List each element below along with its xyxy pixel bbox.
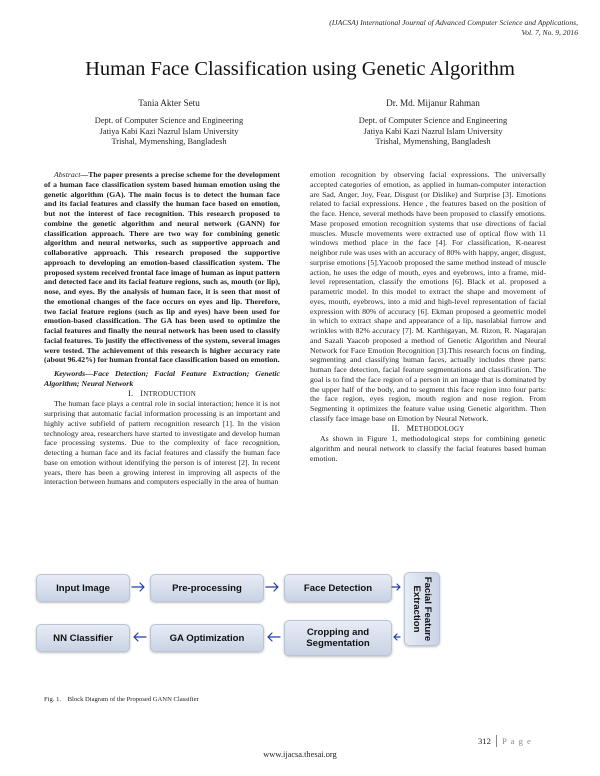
author-dept: Dept. of Computer Science and Engineering [94,115,244,125]
figure-caption: Fig. 1. Block Diagram of the Proposed GANN Classifier [44,696,199,703]
author-university: Jatiya Kabi Kazi Nazrul Islam University [363,126,503,136]
section-title-initial: M [406,423,415,433]
nn-classifier-box: NN Classifier [36,624,130,652]
journal-header [248,18,578,38]
author-university: Jatiya Kabi Kazi Nazrul Islam University [99,126,239,136]
left-column [44,170,280,487]
author-dept: Dept. of Computer Science and Engineering [358,115,508,125]
journal-name: (IJACSA) International Journal of Advanced Computer Science and Applications, [329,18,578,27]
section-number: I. [128,388,134,398]
section-heading-introduction [44,389,280,400]
abstract-text: The paper presents a precise scheme for the development of a human face classification system based human emotion using the genetic algorithm (GA). The main focus is to detect the human face and its facial features and classify the human face based on emotion, but not the interest of face recognition. This research proposed to combine the genetic algorithm and neural network (GANN) for classification approach. There are two way for combining genetic algorithm and neural networks, such as supportive approach and collaborative approach. This research proposed the supportive approach to developing an emotion-based classification system. The proposed system received frontal face image of human as input pattern and detected face and its facial feature regions, such as, mouth (or lip), nose, and eyes. By the analysis of human face, it is seen that most of the emotional changes of the face occurs on eyes and lip. Therefore, two facial feature regions (such as lip and eyes) have been used for emotion-based classification. The GA has been used to optimize the facial features and finally the neural network has been used to classify facial features. To justify the effectiveness of the system, several images were tested. The achievement of this research is higher accuracy rate (about 96.42%) for human frontal face classification based on emotion. [44,170,280,365]
cropping-segmentation-box: Cropping and Segmentation [284,620,392,656]
arrow-left [134,633,146,641]
abstract: Abstract—The paper presents a precise scheme for the development of a human face classification system based human emotion using the genetic algorithm (GA). The main focus is to detect the human face and its facial features and classify the human face based on emotion, but not the interest of face recognition. This research proposed to combine the genetic algorithm and neural network (GANN) for classification approach. There are two way for combining genetic algorithm and neural networks, such as supportive approach and collaborative approach. This research proposed the supportive approach to developing an emotion-based classification system. The proposed system received frontal face image of human as input pattern and detected face and its facial feature regions, such as, mouth (or lip), nose, and eyes. By the analysis of human face, it is seen that most of the emotional changes of the face occurs on eyes and lip. Therefore, two facial feature regions (such as lip and eyes) have been used for emotion-based classification. The GA has been used to optimize the facial features and finally the neural network has been used to classify facial features. To justify the effectiveness of the system, several images were tested. The achievement of this research is higher accuracy rate (about 96.42%) for human frontal face classification based on emotion. [44,170,280,365]
arrow-left [268,633,280,641]
section-title-rest: ETHODOLOGY [414,424,465,433]
keywords-label: Keywords [54,369,86,378]
abstract-label: Abstract [54,170,81,179]
arrow-right [392,584,400,590]
author-location: Trishal, Mymenshing, Bangladesh [111,137,227,147]
page-number: 312 [478,736,491,746]
section-heading-methodology [310,424,546,435]
right-column [310,170,546,464]
section-title-initial: I [140,388,144,398]
author-name: Tania Akter Setu [138,98,200,108]
diagram-arrows [36,572,474,688]
face-detection-box: Face Detection [284,574,392,602]
arrow-right [266,583,278,591]
author-block-1 [54,98,284,148]
page-divider [496,735,497,747]
journal-volume: Vol. 7, No. 9, 2016 [521,28,578,37]
keywords: Keywords—Face Detection; Facial Feature Extraction; Genetic Algorithm; Neural Network [44,369,280,388]
author-name: Dr. Md. Mijanur Rahman [386,98,480,108]
arrow-right [132,583,144,591]
journal-url: www.ijacsa.thesai.org [263,750,337,759]
section-title-rest: NTRODUCTION [143,389,196,398]
methodology-paragraph: As shown in Figure 1, methodological steps for combining genetic algorithm and neural network to classify the facial features based human emotion. [310,434,546,463]
page-label: P a g e [502,736,532,746]
keywords-text: Face Detection; Facial Feature Extraction; Genetic Algorithm; Neural Network [44,369,280,388]
section-number: II. [391,423,400,433]
input-image-box: Input Image [36,574,130,602]
author-block-2 [318,98,548,148]
arrow-left [394,634,400,640]
block-diagram [36,572,474,688]
preprocessing-box: Pre-processing [150,574,264,602]
ga-optimization-box: GA Optimization [150,624,264,652]
paper-title: Human Face Classification using Genetic Algorithm [85,58,515,80]
author-location: Trishal, Mymenshing, Bangladesh [375,137,491,147]
right-paragraph: emotion recognition by observing facial expressions. The universally accepted categories of emotion, as applied in human-computer interaction are Sad, Anger, Joy, Fear, Disgust (or Dislike) and Surprise [3]. Emotions related to facial expressions. Hence , the features based on the position of the face. Hence, several methods have been proposed to classify emotions. Mase proposed emotion recognition systems that use directions of facial muscles. Muscle movements were extracted use of optical flow with 11 windows method place in the face [4]. For classification, K-nearest neighbor rule was uses with an accuracy of 80% with happy, anger, disgust, surprise emotions [5].Yacoob proposed the same method instead of muscle action, he uses the edge of mouth, eyes and eyebrows, into a frame, mid-level representation, classify the emotions [6]. Black et al. proposed a parametric model. In this model to extract the shape and movement of eyes, mouth, eyebrows, into a mid and high-level representation of facial expression with 80% of accuracy [6]. Ekman proposed a geometric model in which to extract shape and appearance of a lip, nasolabial furrow and wrinkles with 82% accuracy [7]. M. Karthigayan, M. Rizon, R. Nagarajan and Sazali Yaacob proposed a method of Genetic Algorithm and Neural Network for Face Emotion Recognition [3].This research focus on finding, segmenting and classifying human faces, actually includes three parts: human face detection, facial feature segmentations and classification. The goal is to find the face region of a person in an image that is dominated by the upper half of the body, and to segment this face region into four parts: the face region, eyes region, mouth region and nose region. From Segmenting it optimizes the feature value using Genetic algorithm. Then classify face image base on Emotion by Neural Network. [310,170,546,423]
facial-feature-extraction-label: Facial Feature Extraction [411,576,433,642]
intro-paragraph: The human face plays a central role in social interaction; hence it is not surprising that automatic facial information processing is an important and highly active subfield of pattern recognition research [1]. In the vision technology area, researchers have started to investigate and develop human face processing systems. Due to the complexity of face recognition, detecting a human face and its facial features and classify the human face base on emotion without identifying the person is of interest [2]. In recent years, there has been a growing interest in improving all aspects of the interaction between humans and computers especially in the area of human [44,399,280,487]
